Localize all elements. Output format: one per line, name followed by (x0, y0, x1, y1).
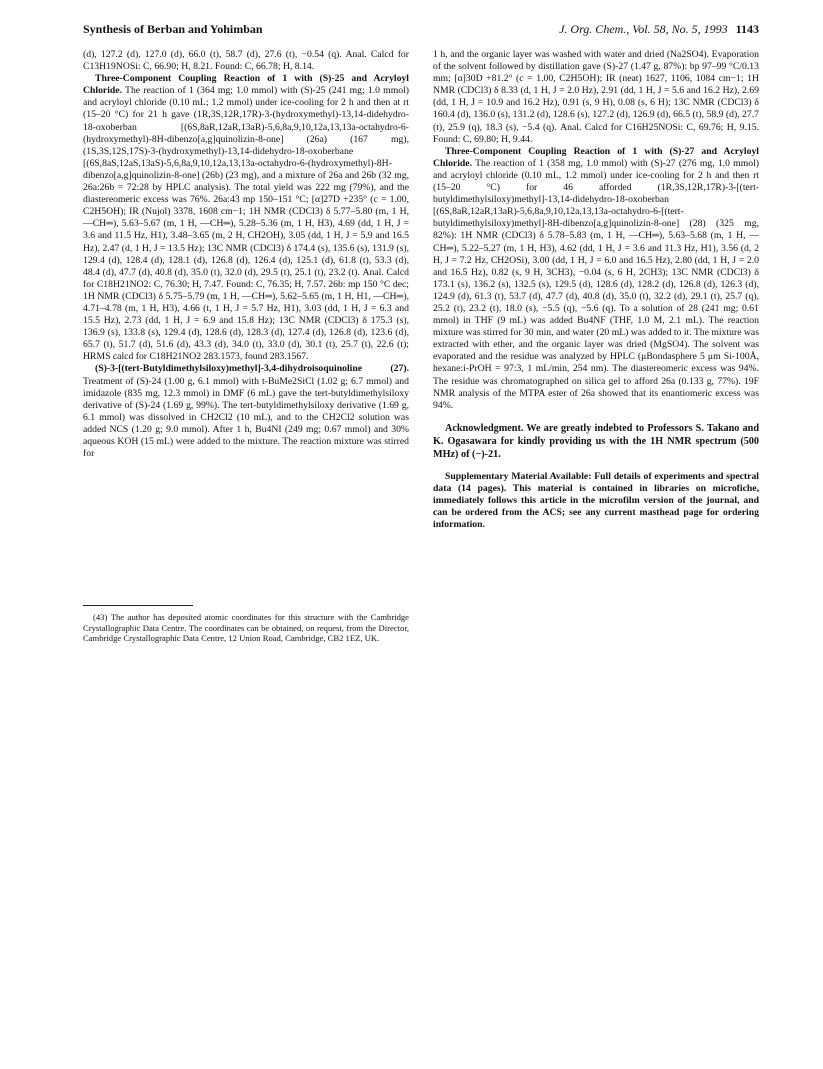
paragraph-text: Treatment of (S)-24 (1.00 g, 6.1 mmol) with t-BuMe2SiCl (1.02 g; 6.7 mmol) and imidazole (835 mg, 12.3 mmol) in DMF (6 mL) gave the tert-butyldimethylsiloxy derivative of (S)-24 (1.69 g, 99%). The tert-butyldimethylsiloxy derivative (1.69 g, 6.1 mmol) was dissolved in CH2Cl2 (10 mL), and to the CH2Cl2 solution was added NCS (1.20 g; 9.0 mmol). After 1 h, Bu4NI (249 mg; 0.67 mmol) and 30% aqueous KOH (15 mL) were added to the mixture. The reaction mixture was stirred for (83, 375, 409, 460)
footnote (83, 612, 409, 644)
left-column (83, 49, 409, 460)
footnote-divider (83, 605, 193, 606)
right-column (433, 49, 759, 531)
acknowledgment (433, 422, 759, 461)
running-title: Synthesis of Berban and Yohimban (83, 22, 263, 36)
paragraph-analysis-end: (d), 127.2 (d), 127.0 (d), 66.0 (t), 58.7 (d), 27.6 (t), −0.54 (q). Anal. Calcd for C13H19NOSi: C, 66.90; H, 8.21. Found: C, 66.78; H, 8.14. (83, 49, 409, 73)
running-header (83, 22, 759, 42)
supplementary-heading: Supplementary Material Available: (445, 470, 592, 482)
paragraph-three-component-25 (83, 73, 409, 363)
acknowledgment-text: We are greatly indebted to Professors S. Takano and K. Ogasawara for kindly providing us with the 1H NMR spectrum (500 MHz) of (−)-21. (433, 422, 759, 460)
paragraph-27-characterization: 1 h, and the organic layer was washed with water and dried (Na2SO4). Evaporation of the solvent followed by distillation gave (S)-27 (1.47 g, 87%): bp 97–99 °C/0.13 mm; [α]30D +81.2° (c = 1.00, C2H5OH); IR (neat) 1627, 1106, 1084 cm−1; 1H NMR (CDCl3) δ 8.33 (d, 1 H, J = 2.0 Hz), 2.91 (dd, 1 H, J = 5.6 and 16.2 Hz), 2.69 (dd, 1 H, J = 10.9 and 16.2 Hz), 0.91 (s, 9 H), 0.08 (s, 6 H); 13C NMR (CDCl3) δ 160.4 (d), 136.0 (s), 131.2 (d), 128.6 (s), 127.2 (d), 126.9 (d), 66.5 (t), 58.9 (d), 27.7 (t), 25.9 (q), 18.3 (s), −5.4 (q). Anal. Calcd for C16H25NOSi: C, 69.76; H, 9.15. Found: C, 69.80; H, 9.44. (433, 49, 759, 145)
section-heading: Three-Component Coupling Reaction of 1 with (S)-25 and Acryloyl Chloride. (83, 73, 409, 97)
supplementary-text: Full details of experiments and spectral data (14 pages). This material is contained in libraries on microfiche, immediately follows this article in the microfilm version of the journal, and can be ordered from the ACS; see any current masthead page for ordering information. (433, 470, 759, 531)
section-heading: Three-Component Coupling Reaction of 1 with (S)-27 and Acryloyl Chloride. (433, 145, 759, 169)
footnote-43: (43) The author has deposited atomic coordinates for this structure with the Cambridge Crystallographic Data Centre. The coordinates can be obtained, on request, from the Director, Cambridge Crystallographic Data Centre, 12 Union Road, Cambridge, CB2 1EZ, UK. (83, 612, 409, 644)
page-number: 1143 (735, 22, 759, 36)
journal-citation (559, 22, 759, 37)
supplementary-material (433, 471, 759, 531)
section-heading: (S)-3-[(tert-Butyldimethylsiloxy)methyl]-3,4-dihydroisoquinoline (27). (95, 363, 409, 375)
journal-name: J. Org. Chem., Vol. 58, No. 5, 1993 (559, 22, 728, 36)
paragraph-text: The reaction of 1 (364 mg; 1.0 mmol) with (S)-25 (241 mg; 1.0 mmol) and acryloyl chloride (0.10 mL; 1.2 mmol) under ice-cooling for 2 h and then at rt (15–20 °C) for 21 h gave (1R,3S,12R,17R)-3-(hydroxymethyl)-13,14-didehydro-18-oxoberban [(6S,8aR,12aR,13aR)-5,6,8a,9,10,12a,13,13a-octahydro-6-(hydroxymethyl)-8H-dibenzo[a,g]quinolizin-8-one] (26a) (167 mg), (1S,3S,12S,17S)-3-(hydroxymethyl)-13,14-didehydro-18-oxoberbane [(6S,8aS,12aS,13aS)-5,6,8a,9,10,12a,13,13a-octahydro-6-(hydroxymethyl)-8H-dibenzo[a,g]quinolizin-8-one] (26b) (23 mg), and a mixture of 26a and 26b (32 mg, 26a:26b = 72:28 by HPLC analysis). The total yield was 222 mg (79%), and the diastereomeric excess was 76%. 26a:43 mp 150–151 °C; [α]27D +235° (c = 1.00, C2H5OH); IR (Nujol) 3378, 1608 cm−1; 1H NMR (CDCl3) δ 5.77–5.80 (m, 1 H, —CH═), 5.63–5.67 (m, 1 H, —CH═), 5.28–5.36 (m, 1 H, H3), 4.69 (dd, 1 H, J = 3.6 and 11.5 Hz, H1), 3.48–3.65 (m, 2 H, CH2OH), 3.05 (dd, 1 H, J = 5.9 and 16.5 Hz), 2.47 (d, 1 H, J = 13.5 Hz); 13C NMR (CDCl3) δ 174.4 (s), 135.6 (s), 131.9 (s), 129.4 (d), 128.4 (d), 128.1 (d), 126.8 (d), 126.4 (d), 125.1 (d), 61.8 (t), 53.3 (d), 48.4 (d), 47.7 (d), 40.8 (d), 35.0 (t), 32.0 (d), 29.5 (t), 25.1 (t), 23.2 (t). Anal. Calcd for C18H21NO2: C, 76.30; H, 7.47. Found: C, 76.35; H, 7.57. 26b: mp 150 °C dec; 1H NMR (CDCl3) δ 5.75–5.79 (m, 1 H, —CH═), 5.62–5.65 (m, 1 H, H1, —CH═), 4.71–4.78 (m, 1 H, H3), 4.66 (t, 1 H, J = 5.7 Hz, H1), 3.03 (dd, 1 H, J = 6.3 and 15.5 Hz), 2.73 (dd, 1 H, J = 6.9 and 15.8 Hz); 13C NMR (CDCl3) δ 175.3 (s), 136.9 (s), 133.8 (s), 129.4 (d), 128.6 (d), 128.3 (d), 127.4 (d), 126.8 (d), 123.6 (d), 65.7 (t), 51.7 (d), 51.6 (d), 43.3 (d), 34.0 (t), 33.0 (d), 30.1 (t), 25.7 (t), 22.6 (t); HRMS calcd for C18H21NO2 283.1573, found 283.1567. (83, 85, 409, 363)
paragraph-three-component-27 (433, 146, 759, 412)
acknowledgment-heading: Acknowledgment. (445, 422, 524, 434)
paragraph-text: The reaction of 1 (358 mg, 1.0 mmol) with (S)-27 (276 mg, 1.0 mmol) and acryloyl chloride (0.10 mL, 1.2 mmol) under ice-cooling for 2 h and then rt (15–20 °C) for 46 afforded (1R,3S,12R,17R)-3-[(tert-butyldimethylsiloxy)methyl]-13,14-didehydro-18-oxoberban [(6S,8aR,12aR,13aR)-5,6,8a,9,10,12a,13,13a-octahydro-6-[(tert-butyldimethylsiloxy)methyl]-8H-dibenzo[a,g]quinolizin-8-one] (28) (325 mg, 82%): 1H NMR (CDCl3) δ 5.78–5.83 (m, 1 H, —CH═), 5.63–5.68 (m, 1 H, —CH═), 5.22–5.27 (m, 1 H, H3), 4.62 (dd, 1 H, J = 3.6 and 11.3 Hz, H1), 3.56 (d, 2 H, J = 7.2 Hz, CH2OSi), 3.00 (dd, 1 H, J = 6.0 and 16.5 Hz), 2.80 (dd, 1 H, J = 2.0 and 16.5 Hz), 0.82 (s, 9 H, 3CH3), −0.04 (s, 6 H, 2CH3); 13C NMR (CDCl3) δ 173.1 (s), 136.2 (s), 132.5 (s), 129.5 (d), 128.6 (d), 128.2 (d), 126.8 (d), 126.3 (d), 124.9 (d), 61.3 (t), 53.7 (d), 47.7 (d), 40.8 (d), 35.0 (t), 32.2 (d), 29.1 (t), 25.7 (q), 25.2 (t), 23.2 (t), 18.0 (s), −5.5 (q), −5.6 (q). To a solution of 28 (241 mg; 0.61 mmol) in THF (9 mL) was added Bu4NF (THF, 1.0 M, 2.1 mL). The reaction mixture was stirred for 30 min, and water (20 mL) was added to it. The mixture was extracted with ether, and the organic layer was dried (MgSO4). The solvent was evaporated and the residue was analyzed by HPLC (μBondasphere 5 μm Si-100Å, hexane:i-PrOH = 97:3, 1 mL/min, 254 nm). The diastereomeric excess was 94%. The residue was chromatographed on silica gel to afford 26a (0.133 g, 77%). 19F NMR analysis of the MTPA ester of 26a showed that its enantiomeric excess was 94%. (433, 157, 759, 411)
paragraph-isoquinoline-27 (83, 363, 409, 460)
